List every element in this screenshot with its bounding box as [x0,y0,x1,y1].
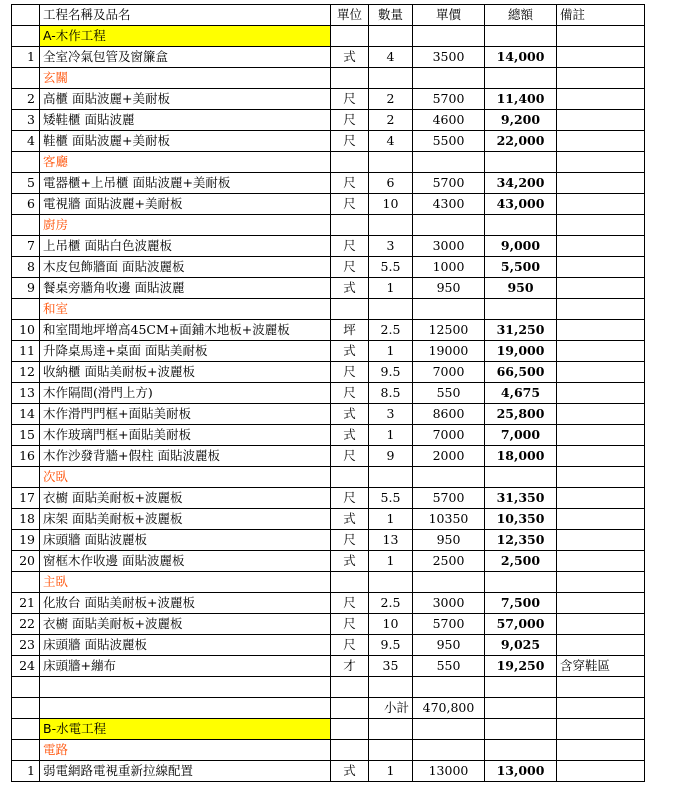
row-name: 衣櫥 面貼美耐板+波麗板 [40,614,331,635]
row-price: 950 [413,530,485,551]
row-price: 19000 [413,341,485,362]
table-row [12,425,645,446]
row-qty: 1 [369,425,413,446]
row-price: 3500 [413,47,485,68]
row-no: 4 [12,131,40,152]
header-total: 總額 [485,5,557,26]
row-name: 收納櫃 面貼美耐板+波麗板 [40,362,331,383]
row-no: 10 [12,320,40,341]
row-unit: 式 [331,47,369,68]
row-total: 25,800 [485,404,557,425]
header-name: 工程名稱及品名 [40,5,331,26]
subtotal-row [12,698,645,719]
row-name: 窗框木作收邊 面貼波麗板 [40,551,331,572]
row-price: 5500 [413,131,485,152]
row-qty: 2 [369,89,413,110]
row-unit: 尺 [331,488,369,509]
row-name: 電器櫃+上吊櫃 面貼波麗+美耐板 [40,173,331,194]
group-row [12,740,645,761]
row-qty: 2.5 [369,320,413,341]
row-unit: 尺 [331,131,369,152]
row-price: 7000 [413,425,485,446]
row-price: 13000 [413,761,485,782]
header-note: 備註 [557,5,645,26]
row-price: 5700 [413,488,485,509]
table-row [12,593,645,614]
section-a-title: A-木作工程 [40,26,331,47]
row-unit: 式 [331,425,369,446]
table-row [12,47,645,68]
row-qty: 1 [369,551,413,572]
row-name: 床頭牆 面貼波麗板 [40,530,331,551]
row-name: 上吊櫃 面貼白色波麗板 [40,236,331,257]
header-price: 單價 [413,5,485,26]
row-qty: 6 [369,173,413,194]
row-no: 3 [12,110,40,131]
header-qty: 數量 [369,5,413,26]
group-label: 電路 [40,740,331,761]
row-price: 5700 [413,614,485,635]
table-row [12,614,645,635]
row-total: 7,000 [485,425,557,446]
row-unit: 式 [331,341,369,362]
row-price: 2000 [413,446,485,467]
row-total: 7,500 [485,593,557,614]
row-no: 18 [12,509,40,530]
row-price: 550 [413,656,485,677]
row-name: 床頭牆 面貼波麗板 [40,635,331,656]
row-total: 43,000 [485,194,557,215]
row-name: 木作滑門門框+面貼美耐板 [40,404,331,425]
group-row [12,467,645,488]
table-row [12,530,645,551]
row-no: 13 [12,383,40,404]
row-price: 10350 [413,509,485,530]
row-total: 10,350 [485,509,557,530]
table-row [12,278,645,299]
row-total: 12,350 [485,530,557,551]
row-price: 12500 [413,320,485,341]
row-total: 13,000 [485,761,557,782]
row-qty: 1 [369,509,413,530]
row-total: 66,500 [485,362,557,383]
row-qty: 10 [369,194,413,215]
row-total: 9,025 [485,635,557,656]
row-no: 6 [12,194,40,215]
row-qty: 2.5 [369,593,413,614]
row-qty: 2 [369,110,413,131]
row-qty: 9 [369,446,413,467]
row-no: 7 [12,236,40,257]
subtotal-value: 470,800 [413,698,485,719]
row-price: 5700 [413,173,485,194]
row-unit: 式 [331,404,369,425]
row-unit: 尺 [331,257,369,278]
row-unit: 尺 [331,89,369,110]
group-label: 主臥 [40,572,331,593]
table-row [12,341,645,362]
row-unit: 尺 [331,614,369,635]
table-row [12,236,645,257]
row-total: 19,250 [485,656,557,677]
row-price: 2500 [413,551,485,572]
row-name: 矮鞋櫃 面貼波麗 [40,110,331,131]
row-price: 8600 [413,404,485,425]
row-total: 5,500 [485,257,557,278]
row-price: 5700 [413,89,485,110]
row-qty: 1 [369,761,413,782]
row-unit: 尺 [331,194,369,215]
row-unit: 尺 [331,362,369,383]
group-label: 次臥 [40,467,331,488]
row-unit: 尺 [331,236,369,257]
table-row [12,446,645,467]
row-no: 23 [12,635,40,656]
row-total: 950 [485,278,557,299]
spacer-row [12,677,645,698]
row-name: 和室間地坪增高45CM+面鋪木地板+波麗板 [40,320,331,341]
table-row [12,194,645,215]
section-b-title: B-水電工程 [40,719,331,740]
table-row [12,656,645,677]
row-qty: 3 [369,404,413,425]
row-qty: 4 [369,47,413,68]
row-price: 1000 [413,257,485,278]
row-no: 5 [12,173,40,194]
row-total: 9,200 [485,110,557,131]
row-no: 2 [12,89,40,110]
row-name: 木作沙發背牆+假柱 面貼波麗板 [40,446,331,467]
row-no: 16 [12,446,40,467]
table-row [12,362,645,383]
table-row [12,488,645,509]
row-price: 950 [413,635,485,656]
row-unit: 式 [331,761,369,782]
row-no: 17 [12,488,40,509]
group-row [12,152,645,173]
group-row [12,299,645,320]
row-unit: 尺 [331,173,369,194]
row-name: 木作隔間(滑門上方) [40,383,331,404]
row-name: 化妝台 面貼美耐板+波麗板 [40,593,331,614]
row-total: 9,000 [485,236,557,257]
row-no: 1 [12,47,40,68]
row-total: 19,000 [485,341,557,362]
row-name: 弱電網路電視重新拉線配置 [40,761,331,782]
row-qty: 5.5 [369,257,413,278]
row-total: 57,000 [485,614,557,635]
group-row [12,572,645,593]
row-name: 木皮包飾牆面 面貼波麗板 [40,257,331,278]
row-total: 4,675 [485,383,557,404]
row-no: 22 [12,614,40,635]
table-row [12,509,645,530]
row-total: 22,000 [485,131,557,152]
row-name: 餐桌旁牆角收邊 面貼波麗 [40,278,331,299]
row-qty: 4 [369,131,413,152]
table-row [12,110,645,131]
row-no: 21 [12,593,40,614]
row-unit: 式 [331,278,369,299]
table-row [12,551,645,572]
header-no [12,5,40,26]
row-qty: 13 [369,530,413,551]
row-qty: 10 [369,614,413,635]
row-total: 14,000 [485,47,557,68]
row-qty: 1 [369,341,413,362]
row-qty: 1 [369,278,413,299]
row-total: 18,000 [485,446,557,467]
row-name: 床頭牆+繃布 [40,656,331,677]
subtotal-label: 小計 [369,698,413,719]
row-unit: 式 [331,509,369,530]
row-unit: 尺 [331,635,369,656]
group-row [12,215,645,236]
row-no: 20 [12,551,40,572]
row-total: 31,350 [485,488,557,509]
row-unit: 尺 [331,446,369,467]
row-price: 4300 [413,194,485,215]
row-name: 全室冷氣包管及窗簾盒 [40,47,331,68]
table-row [12,320,645,341]
row-price: 550 [413,383,485,404]
row-total: 34,200 [485,173,557,194]
table-row [12,635,645,656]
row-unit: 式 [331,551,369,572]
row-no: 14 [12,404,40,425]
row-name: 床架 面貼美耐板+波麗板 [40,509,331,530]
table-row [12,761,645,782]
row-unit: 尺 [331,530,369,551]
quotation-sheet [11,4,645,782]
row-unit: 坪 [331,320,369,341]
table-row [12,131,645,152]
row-no: 1 [12,761,40,782]
row-price: 4600 [413,110,485,131]
row-no: 12 [12,362,40,383]
row-no: 9 [12,278,40,299]
header-unit: 單位 [331,5,369,26]
row-name: 電視牆 面貼波麗+美耐板 [40,194,331,215]
row-unit: 才 [331,656,369,677]
table-row [12,257,645,278]
table-row [12,173,645,194]
section-a-row [12,26,645,47]
row-qty: 8.5 [369,383,413,404]
row-no: 19 [12,530,40,551]
row-name: 衣櫥 面貼美耐板+波麗板 [40,488,331,509]
row-qty: 3 [369,236,413,257]
row-price: 3000 [413,236,485,257]
row-price: 950 [413,278,485,299]
row-no: 8 [12,257,40,278]
row-total: 2,500 [485,551,557,572]
row-price: 7000 [413,362,485,383]
group-row [12,68,645,89]
group-label: 玄關 [40,68,331,89]
row-qty: 9.5 [369,635,413,656]
row-no: 15 [12,425,40,446]
row-no: 24 [12,656,40,677]
row-unit: 尺 [331,593,369,614]
group-label: 和室 [40,299,331,320]
group-label: 客廳 [40,152,331,173]
header-row [12,5,645,26]
row-no: 11 [12,341,40,362]
row-total: 31,250 [485,320,557,341]
row-unit: 尺 [331,110,369,131]
row-name: 木作玻璃門框+面貼美耐板 [40,425,331,446]
table-row [12,404,645,425]
table-row [12,383,645,404]
row-price: 3000 [413,593,485,614]
row-name: 升降桌馬達+桌面 面貼美耐板 [40,341,331,362]
row-total: 11,400 [485,89,557,110]
group-label: 廚房 [40,215,331,236]
table-row [12,89,645,110]
section-b-row [12,719,645,740]
row-qty: 9.5 [369,362,413,383]
row-note: 含穿鞋區 [557,656,645,677]
row-name: 鞋櫃 面貼波麗+美耐板 [40,131,331,152]
row-name: 高櫃 面貼波麗+美耐板 [40,89,331,110]
row-qty: 5.5 [369,488,413,509]
row-qty: 35 [369,656,413,677]
quotation-table [11,4,645,782]
row-unit: 尺 [331,383,369,404]
